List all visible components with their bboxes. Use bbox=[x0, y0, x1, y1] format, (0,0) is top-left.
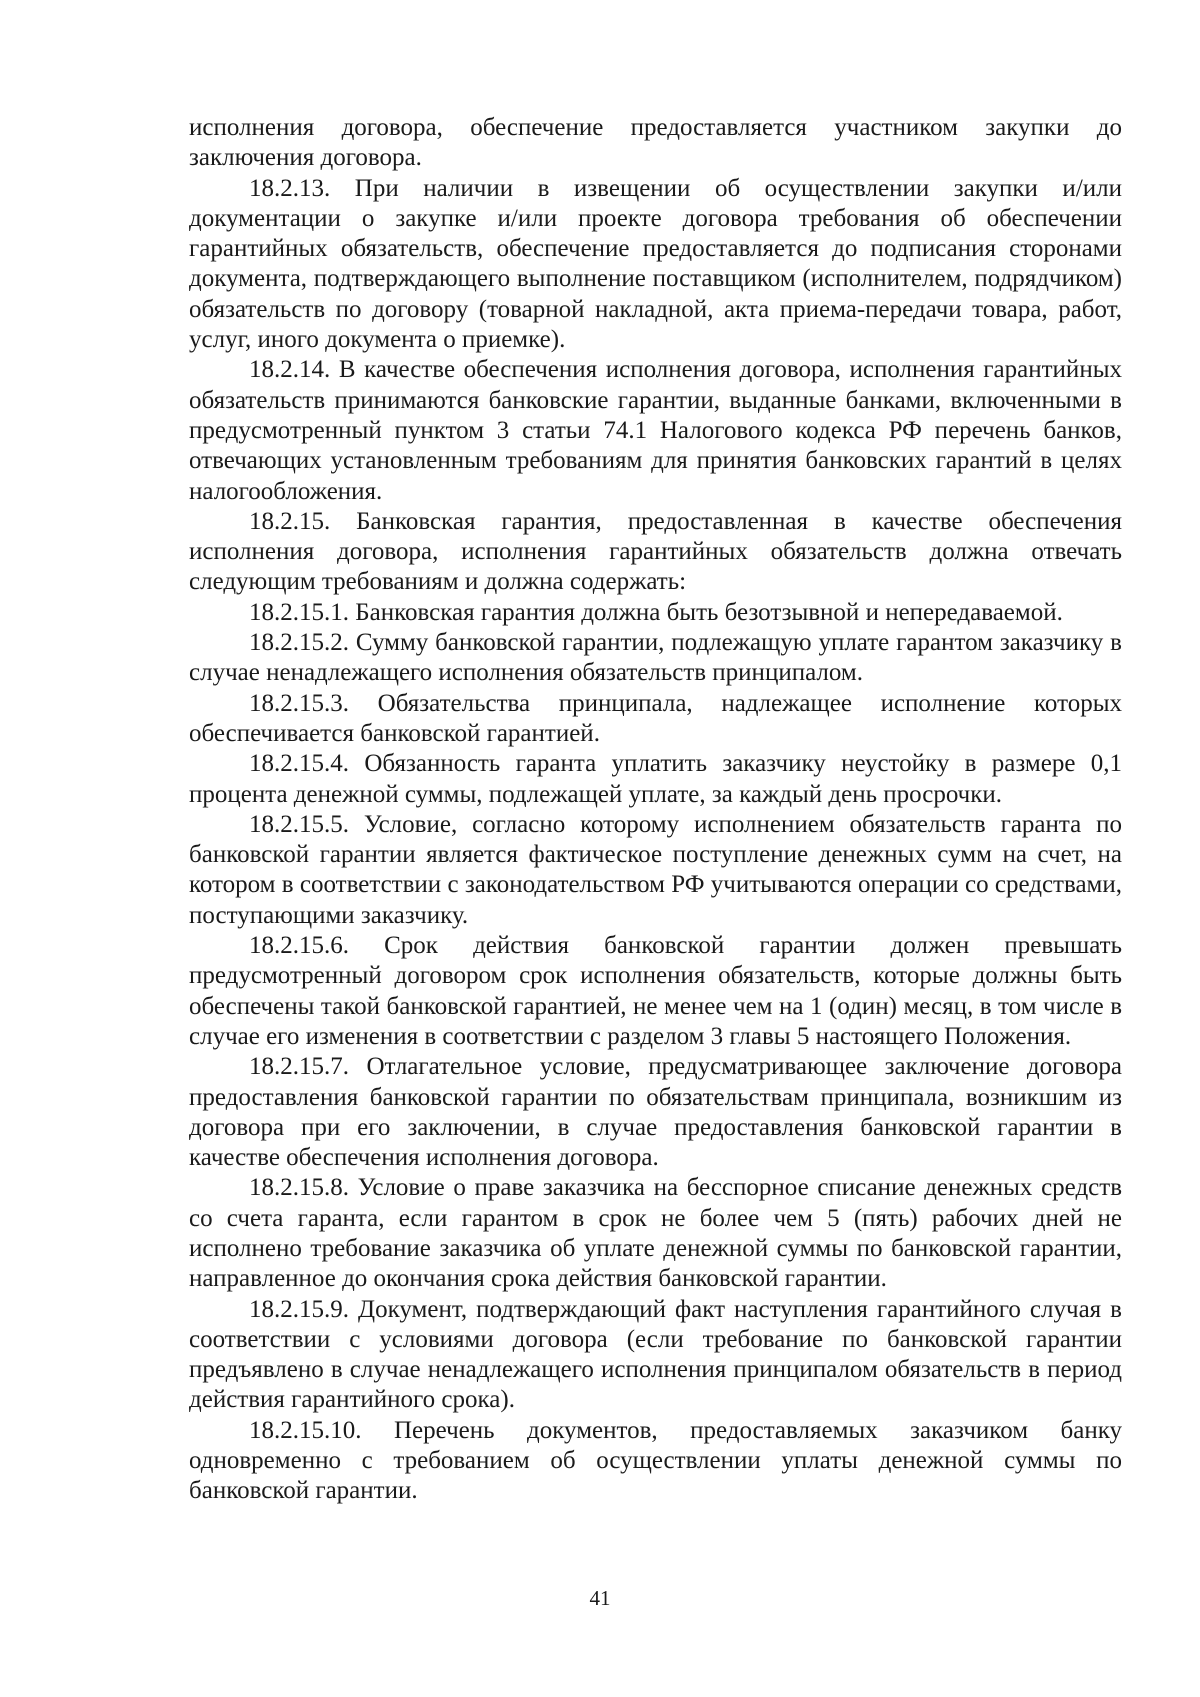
paragraph-18-2-15-6: 18.2.15.6. Срок действия банковской гарантии должен превышать предусмотренный договором срок исполнения обязательств, которые должны быть обеспечены такой банковской гарантией, не менее чем на 1 (один) месяц, в том числе в случае его изменения в соответствии с разделом 3 главы 5 настоящего Положения. bbox=[189, 932, 1122, 1050]
paragraph-continuation: исполнения договора, обеспечение предоставляется участником закупки до заключения договора. bbox=[189, 114, 1122, 172]
page-number: 41 bbox=[589, 1586, 611, 1610]
paragraph-18-2-15-5: 18.2.15.5. Условие, согласно которому исполнением обязательств гаранта по банковской гарантии является фактическое поступление денежных сумм на счет, на котором в соответствии с законодательством РФ учитываются операции со средствами, поступающими заказчику. bbox=[189, 810, 1122, 929]
paragraph-18-2-15-9: 18.2.15.9. Документ, подтверждающий факт наступления гарантийного случая в соответствии с условиями договора (если требование по банковской гарантии предъявлено в случае ненадлежащего исполнения принципалом обязательств в период действия гарантийного срока). bbox=[189, 1295, 1122, 1414]
paragraph-18-2-15-4: 18.2.15.4. Обязанность гаранта уплатить заказчику неустойку в размере 0,1 процента денежной суммы, подлежащей уплате, за каждый день просрочки. bbox=[189, 750, 1122, 808]
paragraph-18-2-13: 18.2.13. При наличии в извещении об осуществлении закупки и/или документации о закупке и/или проекте договора требования об обеспечении гарантийных обязательств, обеспечение предоставляется до подписания сторонами документа, подтверждающего выполнение поставщиком (исполнителем, подрядчиком) обязательств по договору (товарной накладной, акта приема-передачи товара, работ, услуг, иного документа о приемке). bbox=[189, 174, 1122, 354]
paragraph-18-2-15-2: 18.2.15.2. Сумму банковской гарантии, подлежащую уплате гарантом заказчику в случае ненадлежащего исполнения обязательств принципалом. bbox=[189, 629, 1122, 687]
paragraph-18-2-15-10: 18.2.15.10. Перечень документов, предоставляемых заказчиком банку одновременно с требованием об осуществлении уплаты денежной суммы по банковской гарантии. bbox=[189, 1416, 1122, 1505]
paragraph-18-2-15-7: 18.2.15.7. Отлагательное условие, предусматривающее заключение договора предоставления банковской гарантии по обязательствам принципала, возникшим из договора при его заключении, в случае предоставления банковской гарантии в качестве обеспечения исполнения договора. bbox=[189, 1053, 1122, 1172]
paragraph-18-2-14: 18.2.14. В качестве обеспечения исполнения договора, исполнения гарантийных обязательств принимаются банковские гарантии, выданные банками, включенными в предусмотренный пунктом 3 статьи 74.1 Налогового кодекса РФ перечень банков, отвечающих установленным требованиям для принятия банковских гарантий в целях налогообложения. bbox=[189, 356, 1122, 505]
paragraph-18-2-15-1: 18.2.15.1. Банковская гарантия должна быть безотзывной и непередаваемой. bbox=[249, 598, 1063, 626]
document-body bbox=[189, 113, 1122, 1507]
paragraph-18-2-15-8: 18.2.15.8. Условие о праве заказчика на бесспорное списание денежных средств со счета гаранта, если гарантом в срок не более чем 5 (пять) рабочих дней не исполнено требование заказчика об уплате денежной суммы по банковской гарантии, направленное до окончания срока действия банковской гарантии. bbox=[189, 1174, 1122, 1293]
paragraph-18-2-15: 18.2.15. Банковская гарантия, предоставленная в качестве обеспечения исполнения договора, исполнения гарантийных обязательств должна отвечать следующим требованиям и должна содержать: bbox=[189, 507, 1122, 596]
paragraph-18-2-15-3: 18.2.15.3. Обязательства принципала, надлежащее исполнение которых обеспечивается банковской гарантией. bbox=[189, 689, 1122, 747]
